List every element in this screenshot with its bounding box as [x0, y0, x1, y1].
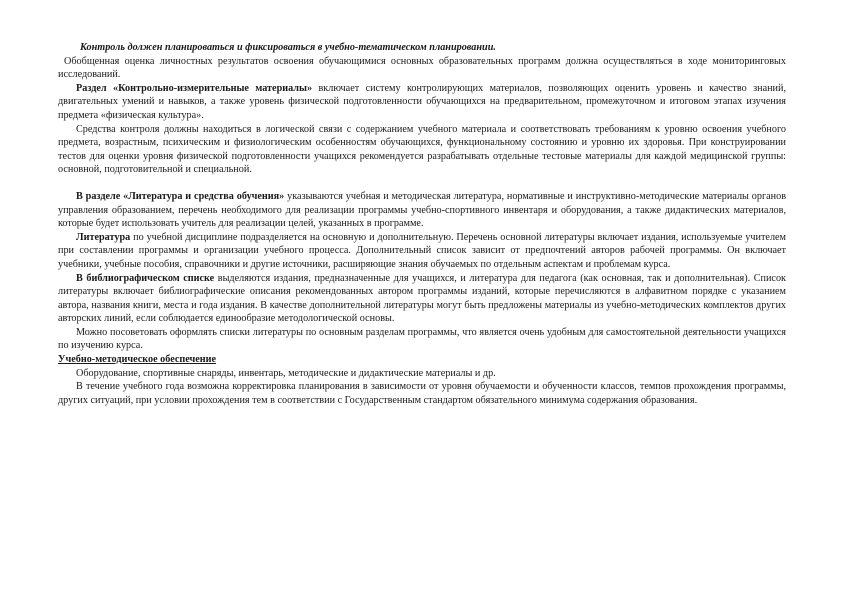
paragraph-literature	[58, 231, 786, 272]
document-page	[58, 41, 786, 407]
paragraph-bibliography	[58, 272, 786, 326]
paragraph-advice: Можно посоветовать оформлять списки литературы по основным разделам программы, что является очень удобным для самостоятельной деятельности учащихся по изучению курса.	[58, 326, 786, 352]
paragraph-control-means: Средства контроля должны находиться в логической связи с содержанием учебного материала и соответствовать требованиям к уровню освоения учебного предмета, возрастным, психическим и физиологическим особенностям обучающихся, функциональному состоянию и уровню их здоровья. При конструировании тестов для оценки уровня физической подготовленности учащихся рекомендуется разрабатывать отдельные тестовые материалы для каждой медицинской группы: основной, подготовительной и специальной.	[58, 123, 786, 176]
paragraph-personal-results: Обобщенная оценка личностных результатов освоения обучающимися основных образовательных программ должна осуществляться в ходе мониторинговых исследований.	[58, 55, 786, 81]
subheading-text: Учебно-методическое обеспечение	[58, 354, 217, 366]
paragraph-text: выделяются издания, предназначенные для учащихся, и литература для педагога (как основная, так и дополнительная). Список литературы включает библиографические описания рекомендованных автором программы изданий, которые перечисляются в алфавитном порядке с указанием автора, названия книги, места и года издания. В качестве дополнительной литературы могут быть предложены материалы из учебно-методических комплектов других авторских линий, если соблюдается единообразие методологической основы.	[58, 272, 786, 325]
paragraph-text: указываются учебная и методическая литература, нормативные и инструктивно-методические материалы органов управления образованием, перечень необходимого для реализации программы учебно-спортивного инвентаря и оборудования, а также дидактических материалов, которые будет использовать учитель для реализации целей, указанных в программе.	[58, 190, 787, 230]
paragraph-literature-section	[58, 190, 786, 231]
paragraph-control-materials	[58, 82, 786, 123]
bold-term-bibliography: В библиографическом списке	[76, 272, 215, 284]
paragraph-text: по учебной дисциплине подразделяется на основную и дополнительную. Перечень основной литературы включает издания, используемые учителем при составлении программы и организации учебного процесса. Дополнительный список зависит от предпочтений авторов рабочей программы. Он включает учебники, учебные пособия, справочники и другие источники, расширяющие знания обучаемых по отдельным аспектам и проблемам курса.	[58, 231, 786, 270]
paragraph-equipment: Оборудование, спортивные снаряды, инвентарь, методические и дидактические материалы и др.	[76, 367, 496, 379]
subheading-teaching-support	[58, 353, 786, 367]
bold-term-control-materials: Раздел «Контрольно-измерительные материалы»	[76, 82, 313, 94]
bold-term-literature: Литература	[76, 231, 131, 243]
paragraph-adjustment: В течение учебного года возможна корректировка планирования в зависимости от уровня обучаемости и обученности классов, темпов прохождения программы, других ситуаций, при условии прохождения тем в соответствии с Государственным стандартом обязательного минимума содержания образования.	[58, 381, 786, 406]
section-heading: Контроль должен планироваться и фиксироваться в учебно-тематическом планировании.	[80, 42, 496, 53]
spacer	[58, 177, 786, 190]
paragraph-text: включает систему контролирующих материалов, позволяющих оценить уровень и качество знаний, двигательных умений и навыков, а также уровень физической подготовленности обучающихся на предварительном, промежуточном и итоговом этапах изучения предмета «физическая культура».	[58, 82, 787, 121]
bold-term-literature-section: В разделе «Литература и средства обучения»	[76, 190, 285, 202]
